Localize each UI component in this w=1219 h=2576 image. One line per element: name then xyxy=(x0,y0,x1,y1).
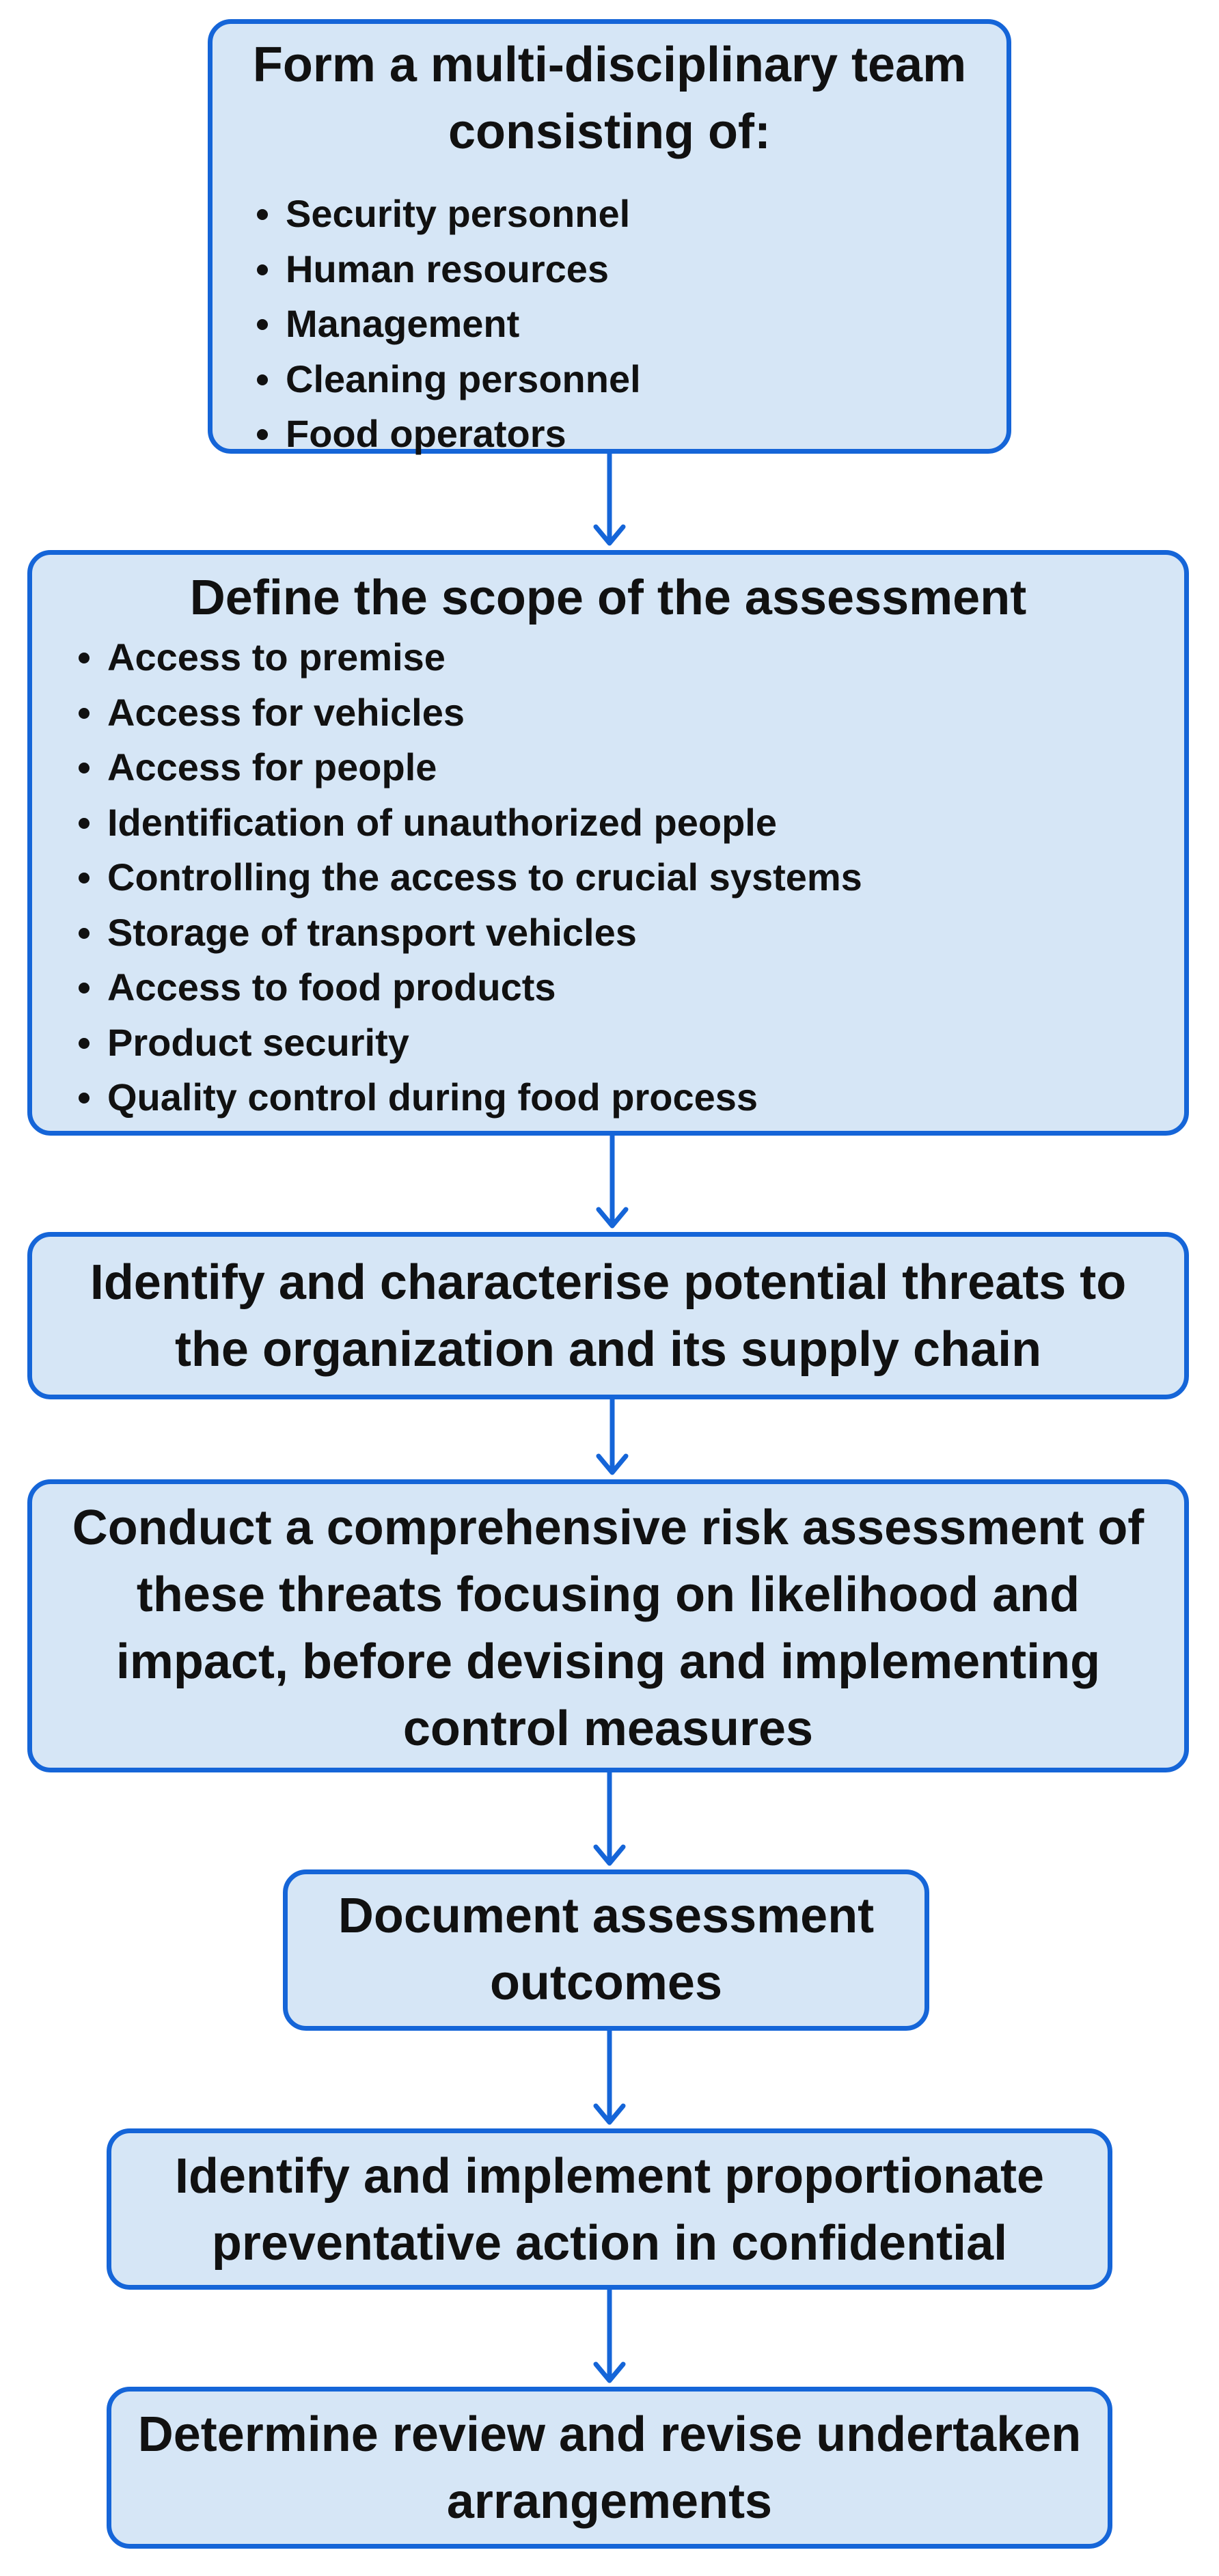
arrow-scope-to-threats xyxy=(599,1136,626,1226)
preventative-text: Identify and implement proportionate preventative action in confidential xyxy=(174,2149,1045,2271)
list-item: Storage of transport vehicles xyxy=(72,905,862,961)
list-item: Product security xyxy=(72,1015,862,1071)
arrow-team-to-scope xyxy=(596,454,623,543)
arrow-threats-to-risk xyxy=(599,1399,626,1472)
list-item: Food operators xyxy=(250,407,641,462)
scope-title: Define the scope of the assessment xyxy=(189,571,1027,625)
list-item: Security personnel xyxy=(250,187,641,242)
list-item: Access to food products xyxy=(72,960,862,1015)
arrow-preventative-to-review xyxy=(596,2290,623,2381)
list-item: Controlling the access to crucial systems xyxy=(72,850,862,905)
list-item: Access for people xyxy=(72,740,862,795)
list-item: Management xyxy=(250,297,641,352)
list-item: Quality control during food process xyxy=(72,1070,862,1125)
list-item: Access to premise xyxy=(72,630,862,685)
team-title: Form a multi-disciplinary team consisting of: xyxy=(252,38,967,159)
list-item: Human resources xyxy=(250,242,641,297)
list-item: Cleaning personnel xyxy=(250,352,641,407)
review-text: Determine review and revise undertaken arrangements xyxy=(137,2407,1082,2529)
list-item: Access for vehicles xyxy=(72,685,862,741)
arrow-document-to-preventative xyxy=(596,2031,623,2122)
list-item: Identification of unauthorized people xyxy=(72,795,862,851)
identify-threats-text: Identify and characterise potential threats to the organization and its supply chain xyxy=(90,1255,1127,1377)
arrow-risk-to-document xyxy=(596,1772,623,1863)
risk-assessment-text: Conduct a comprehensive risk assessment of these threats focusing on likelihood and impact, before devising and implementing control measures xyxy=(72,1501,1145,1756)
document-text: Document assessment outcomes xyxy=(338,1889,875,2010)
